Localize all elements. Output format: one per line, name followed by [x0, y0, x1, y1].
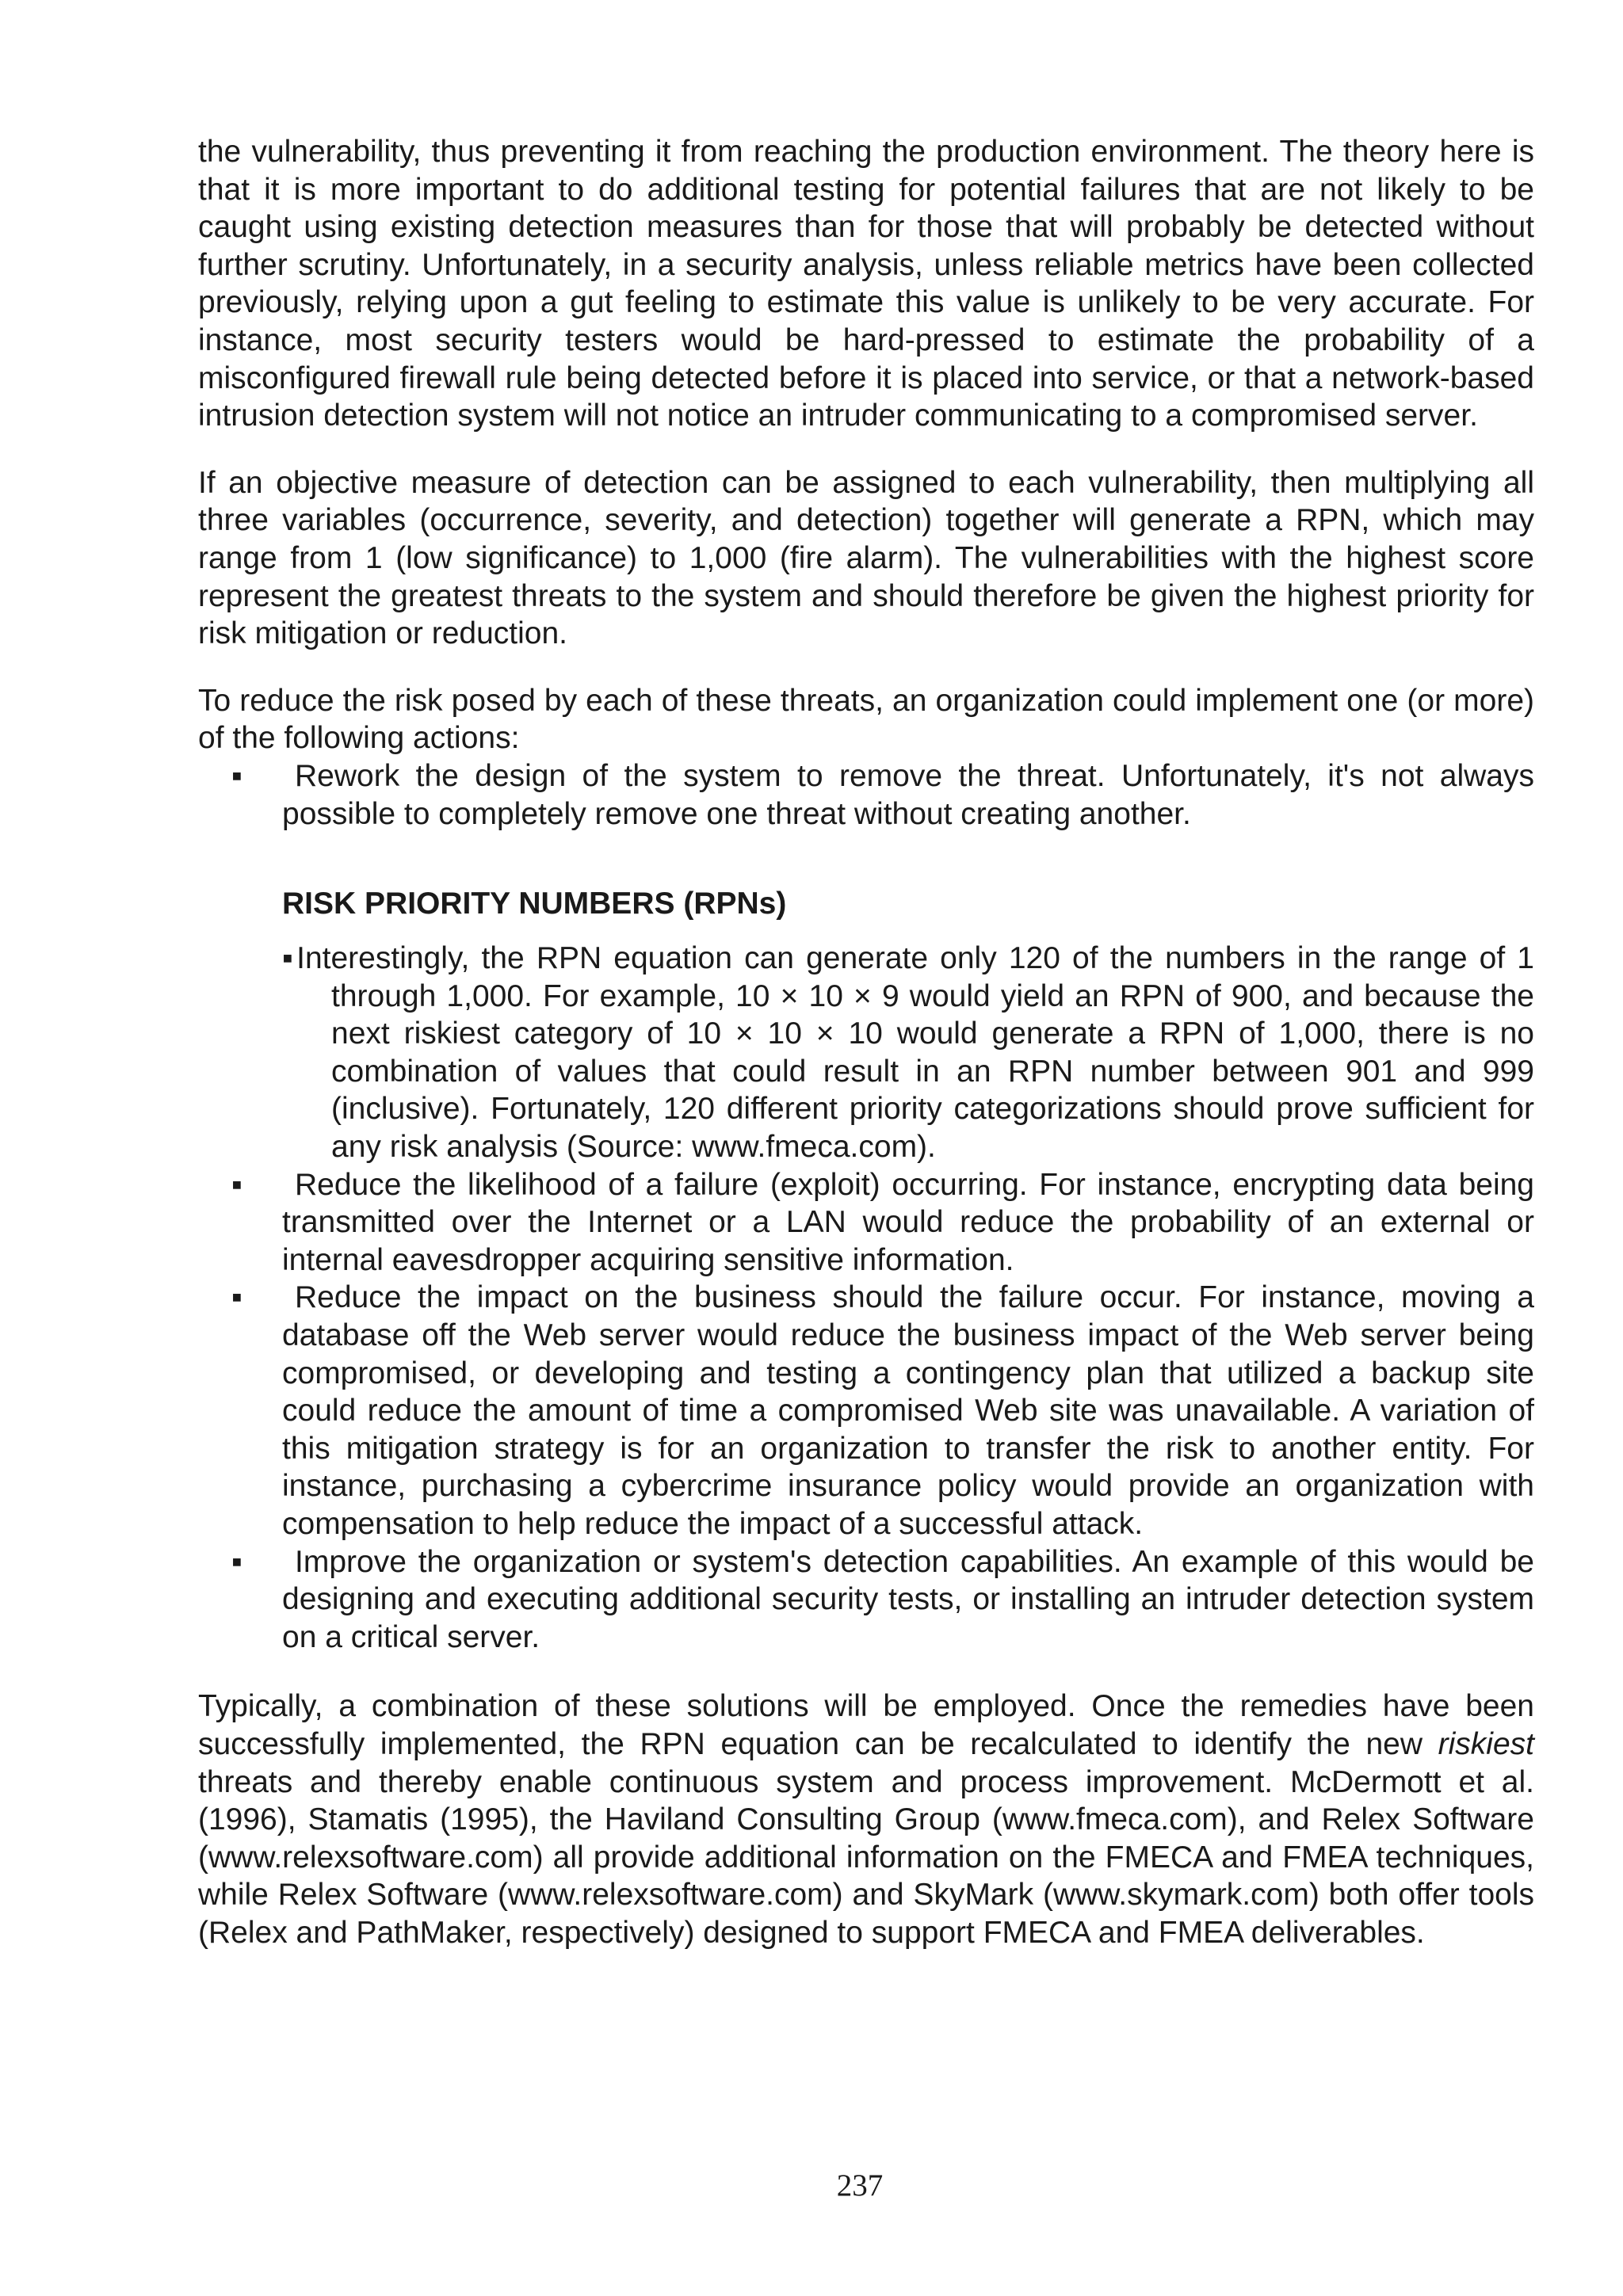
sidebar-title: RISK PRIORITY NUMBERS (RPNs) [282, 887, 787, 921]
list-item-text: Improve the organization or system's detection capabilities. An example of this would be designing and executing additional security tests, or installing an intruder detection system on a critical server. [282, 1544, 1534, 1654]
bullet-icon: ▪ [231, 1167, 242, 1202]
list-item [198, 1543, 1534, 1657]
list-item [198, 757, 1534, 833]
conclusion-text-start: Typically, a combination of these solutions will be employed. Once the remedies have been successfully implemented, the RPN equation can be recalculated to identify the new [198, 1689, 1534, 1761]
rpn-sidebar [282, 885, 1534, 1166]
bullet-icon: ▪ [231, 1544, 242, 1579]
paragraph-conclusion [198, 1688, 1534, 1951]
page-number: 237 [836, 2168, 884, 2203]
list-item [198, 1279, 1534, 1543]
body-text [198, 133, 1534, 1952]
list-item-text: Rework the design of the system to remove the threat. Unfortunately, it's not always possible to completely remove one threat without creating another. [282, 758, 1534, 831]
paragraph-actions-intro: To reduce the risk posed by each of these threats, an organization could implement one (or more) of the following actions: [198, 683, 1534, 756]
list-item-text: Reduce the likelihood of a failure (exploit) occurring. For instance, encrypting data being transmitted over the Internet or a LAN would reduce the probability of an external or internal eavesdropper acquiring sensitive information. [282, 1167, 1534, 1277]
list-item [198, 1166, 1534, 1280]
action-list-first [198, 757, 1534, 833]
bullet-icon: ▪ [231, 758, 242, 793]
paragraph-detection: the vulnerability, thus preventing it from reaching the production environment. The theory here is that it is more important to do additional testing for potential failures that are not likely to be caught using existing detection measures than for those that will probably be detected without further scrutiny. Unfortunately, in a security analysis, unless reliable metrics have been collected previously, relying upon a gut feeling to estimate this value is unlikely to be very accurate. For instance, most security testers would be hard-pressed to estimate the probability of a misconfigured firewall rule being detected before it is placed into service, or that a network-based intrusion detection system will not notice an intruder communicating to a compromised server. [198, 135, 1534, 433]
bullet-icon: ▪ [282, 941, 297, 976]
conclusion-text-end: threats and thereby enable continuous system and process improvement. McDermott et al. (1996), Stamatis (1995), the Haviland Consulting Group (www.fmeca.com), and Relex Software (www.relexsoftware.com) all provide additional information on the FMECA and FMEA techniques, while Relex Software (www.relexsoftware.com) and SkyMark (www.skymark.com) both offer tools (Relex and PathMaker, respectively) designed to support FMECA and FMEA deliverables. [198, 1764, 1534, 1950]
emphasis-riskiest: riskiest [1438, 1726, 1534, 1761]
paragraph-rpn: If an objective measure of detection can be assigned to each vulnerability, then multiplying all three variables (occurrence, severity, and detection) together will generate a RPN, which may range from 1 (low significance) to 1,000 (fire alarm). The vulnerabilities with the highest score represent the greatest threats to the system and should therefore be given the highest priority for risk mitigation or reduction. [198, 465, 1534, 651]
sidebar-note [282, 940, 1534, 1166]
list-item-text: Reduce the impact on the business should the failure occur. For instance, moving a database off the Web server would reduce the business impact of the Web server being compromised, or developing and testing a contingency plan that utilized a backup site could reduce the amount of time a compromised Web site was unavailable. A variation of this mitigation strategy is for an organization to transfer the risk to another entity. For instance, purchasing a cybercrime insurance policy would provide an organization with compensation to help reduce the impact of a successful attack. [282, 1280, 1534, 1541]
action-list-second [198, 1166, 1534, 1657]
sidebar-note-text: Interestingly, the RPN equation can generate only 120 of the numbers in the range of 1 through 1,000. For example, 10 × 10 × 9 would yield an RPN of 900, and because the next riskiest category of 10 × 10 × 10 would generate a RPN of 1,000, there is no combination of values that could result in an RPN number between 901 and 999 (inclusive). Fortunately, 120 different priority categorizations should prove sufficient for any risk analysis (Source: www.fmeca.com). [296, 941, 1534, 1165]
bullet-icon: ▪ [231, 1280, 242, 1315]
